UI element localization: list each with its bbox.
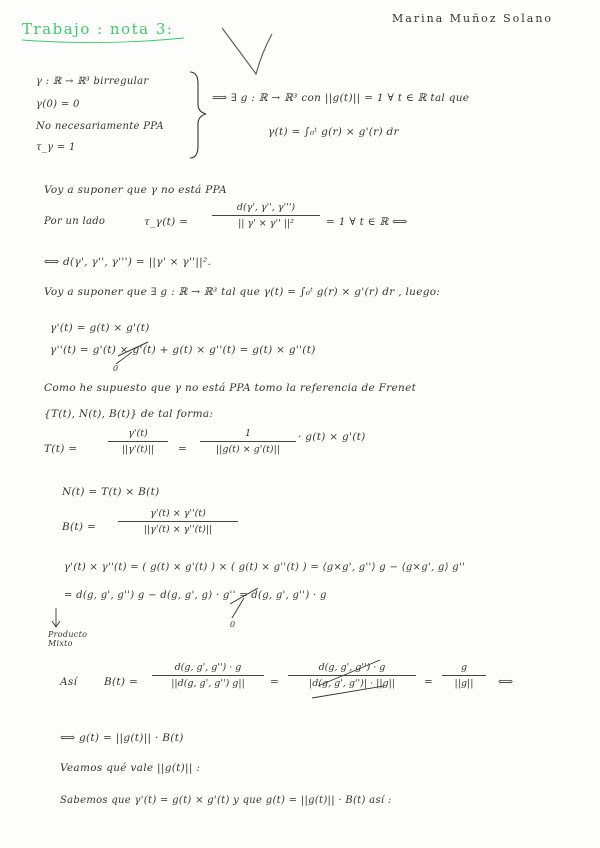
cancel-arrow-2 <box>232 598 244 618</box>
binormal2-eq-1: = <box>270 676 280 688</box>
line-cross-product: γ'(t) × γ''(t) = ( g(t) × g'(t) ) × ( g(t) × g''(t) ) = ⟨g×g', g''⟩ g − ⟨g×g', g⟩ g'' <box>64 562 466 573</box>
binormal2-num-2: d(g, g', g'') · g <box>318 662 386 673</box>
torsion-numerator: d(γ', γ'', γ''') <box>236 202 296 213</box>
binormal-denominator: ||γ'(t) × γ''(t)|| <box>143 524 213 535</box>
cancel-stroke-2 <box>230 588 258 604</box>
conclusion-line-1: ⟹ ∃ g : ℝ → ℝ³ con ||g(t)|| = 1 ∀ t ∈ ℝ tal que <box>212 92 470 104</box>
asi-label: Así <box>60 676 78 688</box>
binormal2-post: ⟺ <box>498 676 514 688</box>
torsion-post: = 1 ∀ t ∈ ℝ ⟺ <box>326 216 408 228</box>
title-underline <box>22 38 184 43</box>
tangent-num-1: γ'(t) <box>128 428 148 439</box>
line-frenet-intro: Como he supuesto que γ no está PPA tomo la referencia de Frenet <box>44 382 417 394</box>
tangent-num-2: 1 <box>244 428 252 439</box>
line-por-un-lado: Por un lado <box>44 216 106 227</box>
hypothesis-3: No necesariamente PPA <box>36 121 164 132</box>
line-gamma-second: γ''(t) = g'(t) × g'(t) + g(t) × g''(t) = g(t) × g''(t) <box>50 344 316 356</box>
hypothesis-1: γ : ℝ → ℝ³ birregular <box>36 76 149 87</box>
line-assume-g: Voy a suponer que ∃ g : ℝ → ℝ³ tal que γ(t) = ∫₀ᵗ g(r) × g'(r) dr , luego: <box>44 286 441 298</box>
hypothesis-4: τ_γ = 1 <box>36 142 76 153</box>
line-equivalence: ⟺ d(γ', γ'', γ''') = ||γ' × γ''||². <box>44 256 212 268</box>
binormal-numerator: γ'(t) × γ''(t) <box>150 508 206 519</box>
brace-icon <box>190 72 206 158</box>
binormal2-den-3: ||g|| <box>454 678 474 689</box>
tangent-den-2: ||g(t) × g'(t)|| <box>215 444 281 455</box>
line-veamos: Veamos qué vale ||g(t)|| : <box>60 762 201 774</box>
cancel-stroke-3 <box>318 660 380 686</box>
author-name: Marina Muñoz Solano <box>392 12 554 25</box>
cancel-stroke-1 <box>118 342 148 356</box>
tangent-lhs: T(t) = <box>44 443 78 455</box>
line-frenet-set: {T(t), N(t), B(t)} de tal forma: <box>44 408 214 420</box>
cancel-zero-1: 0 <box>113 364 119 373</box>
binormal2-den-1: ||d(g, g', g'') g|| <box>171 678 245 689</box>
binormal2-num-3: g <box>460 662 468 673</box>
hypothesis-2: γ(0) = 0 <box>36 99 80 110</box>
down-arrow-icon <box>52 608 60 627</box>
line-gamma-prime: γ'(t) = g(t) × g'(t) <box>50 322 150 334</box>
cancel-stroke-4 <box>312 686 384 698</box>
cancel-arrow-1 <box>116 352 132 364</box>
line-sabemos: Sabemos que γ'(t) = g(t) × g'(t) y que g(t) = ||g(t)|| · B(t) así : <box>60 795 392 806</box>
binormal2-eq-2: = <box>424 676 434 688</box>
line-normal: N(t) = T(t) × B(t) <box>62 486 160 498</box>
line-assume-not-ppa: Voy a suponer que γ no está PPA <box>44 184 227 196</box>
binormal2-num-1: d(g, g', g'') · g <box>174 662 242 673</box>
binormal2-lhs: B(t) = <box>104 676 139 688</box>
producto-mixto-note: Producto Mixto <box>48 630 88 648</box>
check-mark-icon <box>222 28 272 74</box>
line-g-equals: ⟺ g(t) = ||g(t)|| · B(t) <box>60 732 184 744</box>
binormal-lhs: B(t) = <box>62 521 97 533</box>
tangent-post: · g(t) × g'(t) <box>298 431 366 443</box>
binormal2-den-2: |d(g, g', g'')| · ||g|| <box>309 678 395 689</box>
conclusion-line-2: γ(t) = ∫₀ᵗ g(r) × g'(r) dr <box>268 126 399 138</box>
torsion-lhs: τ_γ(t) = <box>144 216 189 228</box>
tangent-eq: = <box>178 443 188 455</box>
cancel-zero-2: 0 <box>230 620 236 629</box>
tangent-den-1: ||γ'(t)|| <box>121 444 155 455</box>
page-title: Trabajo : nota 3: <box>22 20 174 38</box>
torsion-denominator: || γ' × γ'' ||² <box>238 218 294 229</box>
line-mixed-product: = d(g, g', g'') g − d(g, g', g) · g'' = d(g, g', g'') · g <box>64 590 327 601</box>
